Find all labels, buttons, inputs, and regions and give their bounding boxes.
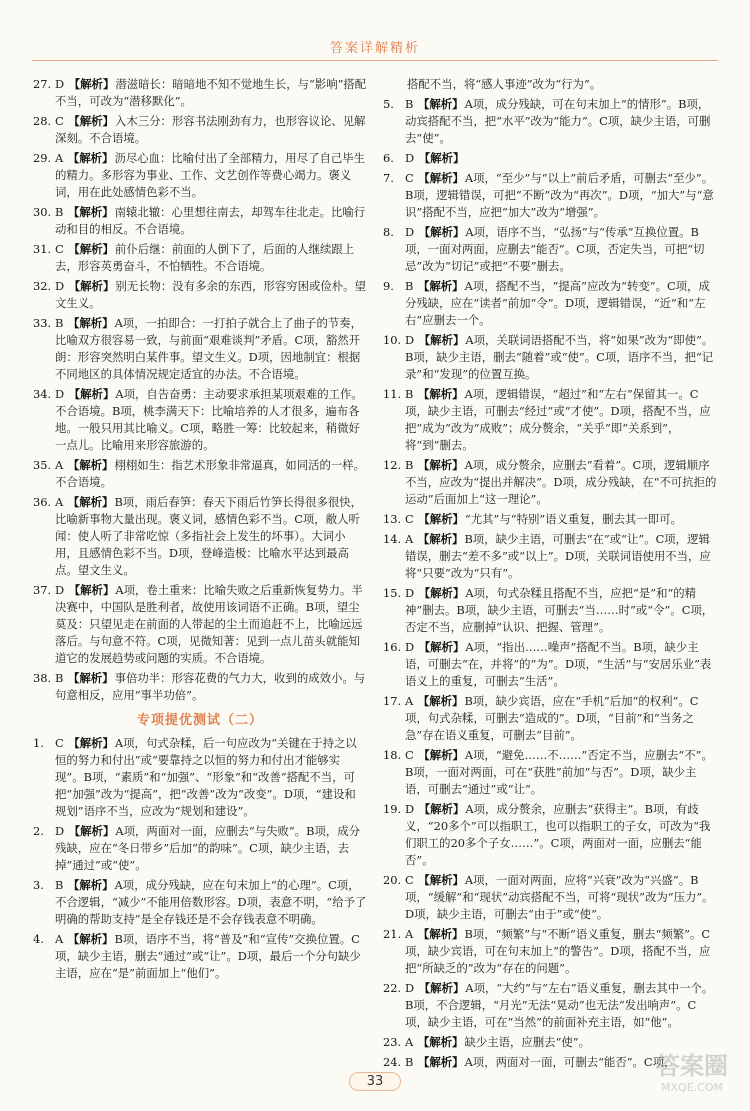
analysis-tag: 【解析】	[418, 981, 465, 995]
analysis-tag: 【解析】	[418, 586, 465, 600]
item-number: 24.	[383, 1055, 402, 1069]
answer-letter: D	[405, 333, 415, 347]
watermark-logo: 答案圈	[656, 1052, 728, 1080]
answer-item	[33, 241, 367, 275]
analysis-tag: 【解析】	[418, 97, 464, 111]
analysis-text: 前仆后继：前面的人倒下了，后面的人继续跟上去，形容英勇奋斗，不怕牺牲。不合语境。	[55, 242, 355, 273]
analysis-tag: 【解析】	[418, 512, 464, 526]
answer-letter: D	[55, 77, 65, 91]
analysis-tag: 【解析】	[67, 151, 114, 165]
answer-letter: B	[405, 97, 414, 111]
analysis-tag: 【解析】	[68, 279, 115, 293]
section-title: 专项提优测试（二）	[136, 713, 263, 728]
analysis-tag: 【解析】	[418, 279, 464, 293]
item-number: 13.	[383, 512, 402, 526]
analysis-text: 搭配不当，将“感人事迹”改为“行为”。	[407, 77, 602, 91]
item-number: 8.	[383, 225, 394, 239]
answer-letter: B	[405, 458, 414, 472]
analysis-text: A项，卷土重来：比喻失败之后重新恢复势力。半决赛中，中国队是胜利者，故使用该词语不正确。B项，望尘莫及：只望见走在前面的人带起的尘土而追赶不上，比喻远远落后。与句意不符。C项，见微知著：见到一点儿苗头就能知道它的发展趋势或问题的实质。不合语境。	[55, 583, 363, 665]
answer-letter: D	[55, 387, 65, 401]
item-number: 29.	[33, 151, 52, 165]
answer-item	[383, 926, 717, 977]
analysis-text: 潜滋暗长：暗暗地不知不觉地生长，与“影响”搭配不当，可改为“潜移默化”。	[55, 77, 367, 108]
header-title: 答案详解精析	[329, 41, 420, 56]
analysis-tag: 【解析】	[68, 205, 114, 219]
item-number: 31.	[33, 242, 52, 256]
item-number: 35.	[33, 458, 52, 472]
answer-item	[383, 170, 717, 221]
analysis-tag: 【解析】	[67, 932, 114, 946]
answer-letter: A	[55, 495, 64, 509]
item-number: 38.	[33, 671, 52, 685]
analysis-text: A项，语序不当，“弘扬”与“传承”互换位置。B项，一面对两面，应删去“能否”。C项，否定失当，可把“切忌”改为“切记”或把“不要”删去。	[405, 225, 705, 273]
analysis-tag: 【解析】	[68, 114, 114, 128]
answer-letter: C	[405, 171, 414, 185]
answer-letter: B	[405, 1055, 414, 1069]
analysis-text: A项，两面对一面，可删去“能否”。C项，	[464, 1055, 676, 1069]
item-number: 2.	[33, 824, 44, 838]
item-number: 5.	[383, 97, 394, 111]
answer-letter: B	[405, 279, 414, 293]
item-number: 4.	[33, 932, 44, 946]
analysis-text: A项，“大约”与“左右”语义重复，删去其中一个。B项，不合逻辑，“月光”无法“晃动”也无法“发出响声”。C项，缺少主语，可在“当然”的前面补充主语，如“他”。	[405, 981, 714, 1029]
answer-letter: D	[405, 586, 415, 600]
analysis-tag: 【解析】	[418, 458, 464, 472]
answer-letter: C	[405, 873, 414, 887]
analysis-text: A项，一面对两面，应将“兴衰”改为“兴盛”。B项，“缓解”和“现状”动宾搭配不当，可将“现状”改为“压力”。D项，缺少主语，可删去“由于”或“使”。	[405, 873, 714, 921]
analysis-text: 缺少主语，应删去“使”。	[464, 1035, 590, 1049]
item-number: 27.	[33, 77, 52, 91]
answer-letter: D	[405, 981, 415, 995]
answer-item	[383, 693, 717, 744]
analysis-text: 南辕北辙：心里想往南去，却驾车往北走。比喻行动和目的相反。不合语境。	[55, 205, 366, 236]
answer-item	[383, 585, 717, 636]
answer-letter: A	[55, 458, 64, 472]
analysis-text: B项，缺少宾语，应在“手机”后加“的权利”。C项，句式杂糅，可删去“造成的”。D项，“目前”和“当务之急”存在语义重复，可删去“目前”。	[405, 694, 699, 742]
answer-letter: D	[55, 583, 65, 597]
item-number: 15.	[383, 586, 402, 600]
analysis-tag: 【解析】	[68, 316, 114, 330]
answer-letter: A	[55, 932, 64, 946]
answer-item	[33, 76, 367, 110]
page-header	[0, 0, 750, 70]
answer-letter: C	[55, 114, 64, 128]
analysis-tag: 【解析】	[68, 736, 114, 750]
analysis-tag: 【解析】	[418, 748, 464, 762]
analysis-text: A项，“避免……不……”否定不当，应删去“不”。B项，一面对两面，可在“获胜”前加“与否”。D项，缺少主语，可删去“通过”或“让”。	[405, 748, 713, 796]
answer-item	[33, 386, 367, 454]
left-column	[33, 76, 367, 985]
answer-item	[33, 204, 367, 238]
answer-item	[383, 980, 717, 1031]
answer-item	[383, 96, 717, 147]
analysis-text: A项，两面对一面，应删去“与失败”。B项，成分残缺，应在“冬日带乡”后加“的韵味”。C项，缺少主语，去掉“通过”或“使”。	[55, 824, 361, 872]
answer-letter: B	[55, 878, 64, 892]
analysis-tag: 【解析】	[67, 458, 114, 472]
analysis-tag: 【解析】	[418, 171, 464, 185]
analysis-tag: 【解析】	[417, 1035, 464, 1049]
answer-letter: C	[55, 736, 64, 750]
answer-item	[33, 582, 367, 667]
item-number: 1.	[33, 736, 44, 750]
analysis-tag: 【解析】	[418, 802, 465, 816]
item-number: 22.	[383, 981, 402, 995]
analysis-text: 别无长物：没有多余的东西，形容穷困或俭朴。望文生义。	[55, 279, 366, 310]
analysis-text: A项，一拍即合：一打拍子就合上了曲子的节奏，比喻双方很容易一致，与前面“艰难谈判”矛盾。C项，豁然开朗：形容突然明白某件事。望文生义。D项，因地制宜：根据不同地区的具体情况规定适宜的办法。不合语境。	[55, 316, 363, 381]
analysis-tag: 【解析】	[418, 333, 465, 347]
site-watermark	[644, 1051, 740, 1105]
answer-letter: A	[405, 532, 414, 546]
analysis-tag: 【解析】	[417, 927, 464, 941]
answer-letter: B	[55, 316, 64, 330]
item-number: 3.	[33, 878, 44, 892]
answer-letter: C	[55, 242, 64, 256]
answer-item	[383, 511, 717, 528]
answer-item	[383, 639, 717, 690]
item-number: 17.	[383, 694, 402, 708]
item-number: 30.	[33, 205, 52, 219]
item-number: 37.	[33, 583, 52, 597]
watermark-url: MXQE.COM	[661, 1081, 723, 1094]
analysis-text: A项，成分赘余，应删去“看着”。C项，逻辑顺序不当，应改为“提出并解决”。D项，成分残缺，在“不可抗拒的运动”后面加上“这一理论”。	[405, 458, 717, 506]
analysis-text: 栩栩如生：指艺术形象非常逼真，如同活的一样。不合语境。	[55, 458, 366, 489]
answer-item	[33, 735, 367, 820]
answer-item	[33, 494, 367, 579]
answer-item	[33, 113, 367, 147]
analysis-tag: 【解析】	[418, 873, 464, 887]
answer-item	[383, 1034, 717, 1051]
answer-item	[33, 457, 367, 491]
item-number: 9.	[383, 279, 394, 293]
analysis-tag: 【解析】	[68, 387, 115, 401]
answer-item	[383, 278, 717, 329]
item-number: 11.	[383, 387, 402, 401]
analysis-tag: 【解析】	[417, 532, 464, 546]
analysis-text: A项，成分残缺，应在句末加上“的心理”。C项，不合逻辑，“减少”不能用倍数形容。D项，表意不明，“给予了明确的帮助支持”是全存钱还是不会存钱表意不明确。	[55, 878, 367, 926]
answer-item	[33, 315, 367, 383]
item-number: 20.	[383, 873, 402, 887]
answer-letter: D	[405, 225, 415, 239]
answer-item	[33, 877, 367, 928]
analysis-text: “尤其”与“特别”语义重复，删去其一即可。	[464, 512, 682, 526]
analysis-text: A项，“指出……噪声”搭配不当。B项，缺少主语，可删去“在，并将”的“为”。D项，“生活”与“安居乐业”表语义上的重复，可删去“生活”。	[405, 640, 712, 688]
item-number: 14.	[383, 532, 402, 546]
item-number: 6.	[383, 151, 394, 165]
item-number: 21.	[383, 927, 402, 941]
analysis-tag: 【解析】	[418, 640, 465, 654]
analysis-text: A项，句式杂糅且搭配不当，应把“是”和“的精神”删去。B项，缺少主语，可删去“当……时”或“令”。C项，否定不当，应删掉“认识、把握、管理”。	[405, 586, 714, 634]
answer-letter: D	[55, 279, 65, 293]
answer-item	[383, 531, 717, 582]
answer-letter: D	[55, 824, 65, 838]
analysis-tag: 【解析】	[418, 151, 465, 165]
item-number: 7.	[383, 171, 394, 185]
analysis-tag: 【解析】	[418, 1055, 464, 1069]
answer-item	[383, 747, 717, 798]
item-number: 10.	[383, 333, 402, 347]
item-number: 33.	[33, 316, 52, 330]
answer-letter: D	[405, 640, 415, 654]
answer-letter: C	[405, 748, 414, 762]
analysis-tag: 【解析】	[68, 878, 114, 892]
analysis-text: 沥尽心血：比喻付出了全部精力，用尽了自己毕生的精力。多形容为事业、工作、文艺创作等费心竭力。褒义词，用在此处感情色彩不当。	[55, 151, 366, 199]
analysis-text: A项，句式杂糅，后一句应改为“关键在于持之以恒的努力和付出”或“要靠持之以恒的努力和付出才能够实现”。B项，“素质”和“加强”、“形象”和“改善”搭配不当，可把“加强”改为“提高”，把“改善”改为“改变”。D项，“建设和规划”语序不当，应改为“规划和建设”。	[55, 736, 357, 818]
answer-letter: D	[405, 151, 415, 165]
analysis-tag: 【解析】	[68, 242, 114, 256]
item-number: 36.	[33, 495, 52, 509]
analysis-tag: 【解析】	[418, 225, 465, 239]
analysis-text: A项，成分赘余，应删去“获得主”。B项，有歧义，“20多个”可以指职工，也可以指职工的子女，可改为“我们职工的20多个子女……”。C项，两面对一面，应删去“能否”。	[405, 802, 711, 867]
answer-letter: B	[405, 387, 414, 401]
right-column	[383, 76, 717, 1074]
answer-item	[383, 872, 717, 923]
page-footer	[0, 1070, 750, 1091]
analysis-text: A项，自告奋勇：主动要求承担某项艰难的工作。不合语境。B项，桃李满天下：比喻培养的人才很多，遍布各地。一般只用其比喻义。C项，略胜一筹：比较起来，稍微好一点儿。比喻用来形容旅游的。	[55, 387, 363, 452]
answer-item	[33, 670, 367, 704]
page-number: 33	[349, 1072, 401, 1091]
answer-item	[383, 457, 717, 508]
analysis-text: 入木三分：形容书法刚劲有力，也形容议论、见解深刻。不合语境。	[55, 114, 366, 145]
analysis-text: 事倍功半：形容花费的气力大，收到的成效小。与句意相反，应用“事半功倍”。	[55, 671, 366, 702]
answer-letter: A	[405, 927, 414, 941]
answer-item	[33, 823, 367, 874]
analysis-tag: 【解析】	[68, 583, 115, 597]
answer-letter: A	[405, 1035, 414, 1049]
answer-item	[383, 801, 717, 869]
analysis-tag: 【解析】	[68, 824, 115, 838]
analysis-text: B项，“频繁”与“不断”语义重复，删去“频繁”。C项，缺少宾语，可在句末加上“的警告”。D项，搭配不当，应把“所缺乏的”改为“存在的问题”。	[405, 927, 711, 975]
answer-letter: D	[405, 802, 415, 816]
answer-letter: B	[55, 205, 64, 219]
analysis-text: A项，逻辑错误，“超过”和“左右”保留其一。C项，缺少主语，可删去“经过”或“才使”。D项，搭配不当，应把“成为”改为“成败”；成分赘余，“关乎”即“关系到”，将“到”删去。	[405, 387, 711, 452]
answer-item	[383, 224, 717, 275]
analysis-text: B项，雨后春笋：春天下雨后竹笋长得很多很快，比喻新事物大量出现。褒义词，感情色彩不当。C项，敝人听闻：使人听了非常吃惊（多指社会上发生的坏事）。大词小用，且感情色彩不当。D项，登峰造极：比喻水平达到最高点。望文生义。	[55, 495, 363, 577]
answer-item	[383, 150, 717, 167]
item-number: 19.	[383, 802, 402, 816]
analysis-text: A项，搭配不当，“提高”应改为“转变”。C项，成分残缺，应在“读者”前加“令”。D项，逻辑错误，“近”和“左右”应删去一个。	[405, 279, 710, 327]
analysis-tag: 【解析】	[67, 495, 114, 509]
analysis-tag: 【解析】	[418, 387, 464, 401]
answer-item	[33, 931, 367, 982]
analysis-tag: 【解析】	[417, 694, 464, 708]
analysis-text: A项，成分残缺，可在句末加上“的情形”。B项，动宾搭配不当，把“水平”改为“能力”。C项，缺少主语，可删去“使”。	[405, 97, 711, 145]
answer-item	[383, 76, 717, 93]
answer-letter: A	[55, 151, 64, 165]
header-divider	[32, 60, 718, 61]
analysis-tag: 【解析】	[68, 671, 114, 685]
answer-item	[383, 332, 717, 383]
analysis-tag: 【解析】	[68, 77, 115, 91]
answer-letter: C	[405, 512, 414, 526]
item-number: 34.	[33, 387, 52, 401]
answer-item	[383, 386, 717, 454]
item-number: 28.	[33, 114, 52, 128]
answer-letter: A	[405, 694, 414, 708]
item-number: 16.	[383, 640, 402, 654]
item-number: 23.	[383, 1035, 402, 1049]
answer-item	[33, 278, 367, 312]
analysis-text: B项，缺少主语，可删去“在”或“让”。C项，逻辑错误，删去“差不多”或“以上”。D项，关联词语使用不当，应将“只要”改为“只有”。	[405, 532, 711, 580]
item-number: 12.	[383, 458, 402, 472]
analysis-text: B项，语序不当，将“普及”和“宣传”交换位置。C项，缺少主语，删去“通过”或“让”。D项，最后一个分句缺少主语，应在“是”前面加上“他们”。	[55, 932, 361, 980]
item-number: 32.	[33, 279, 52, 293]
answer-item	[33, 150, 367, 201]
item-number: 18.	[383, 748, 402, 762]
answer-letter: B	[55, 671, 64, 685]
analysis-text: A项，“至少”与“以上”前后矛盾，可删去“至少”。B项，逻辑错误，可把“不断”改为“再次”。D项，“加大”与“意识”搭配不当，应把“加大”改为“增强”。	[405, 171, 714, 219]
analysis-text: A项，关联词语搭配不当，将“如果”改为“即使”。B项，缺少主语，删去“随着”或“使”。C项，语序不当，把“记录”和“发现”的位置互换。	[405, 333, 714, 381]
